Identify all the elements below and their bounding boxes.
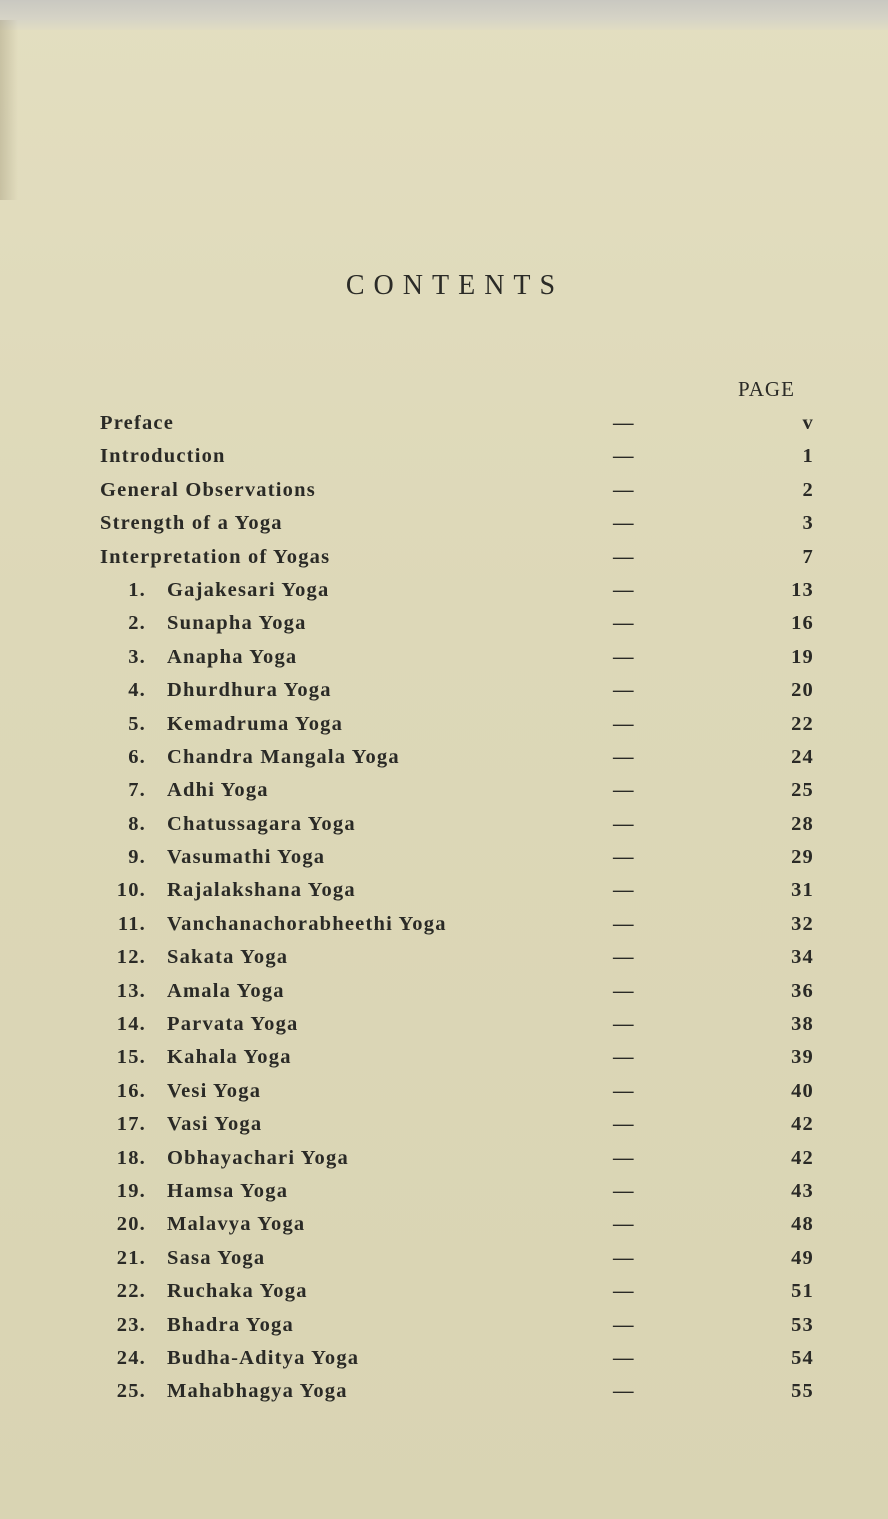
toc-entry-number: 4. [128, 679, 146, 702]
toc-entry-page: 40 [791, 1079, 814, 1102]
toc-entry [0, 713, 888, 746]
toc-entry-label: Parvata Yoga [167, 1013, 299, 1036]
toc-entry-dash: — [613, 812, 635, 835]
toc-entry-dash: — [613, 445, 635, 468]
toc-entry-number: 7. [128, 779, 146, 802]
toc-entry-page: 42 [791, 1146, 814, 1169]
toc-entry-page: 55 [791, 1380, 814, 1403]
toc-entry-label: Chandra Mangala Yoga [167, 745, 400, 768]
page-column-header: PAGE [738, 377, 795, 401]
toc-entry-page: 22 [791, 712, 814, 735]
toc-entry-number: 3. [128, 645, 146, 668]
toc-entry-dash: — [613, 1280, 635, 1303]
toc-entry-page: 34 [791, 946, 814, 969]
toc-entry-number: 24. [116, 1346, 146, 1369]
toc-entry-label: Budha-Aditya Yoga [167, 1346, 360, 1369]
toc-entry-dash: — [613, 1179, 635, 1202]
toc-entry-dash: — [613, 545, 635, 568]
toc-entry [0, 479, 888, 512]
toc-entry-page: 36 [791, 979, 814, 1002]
toc-entry-label: Preface [100, 412, 175, 434]
toc-entry [0, 779, 888, 812]
toc-entry-label: Adhi Yoga [167, 779, 269, 802]
toc-entry-dash: — [613, 578, 635, 601]
toc-entry-dash: — [613, 1013, 635, 1036]
toc-entry-dash: — [613, 1313, 635, 1336]
toc-entry-dash: — [613, 1213, 635, 1236]
toc-entry-label: Strength of a Yoga [100, 512, 283, 535]
toc-entry-label: Bhadra Yoga [167, 1313, 294, 1336]
toc-entry-page: 39 [791, 1046, 814, 1069]
toc-entry-dash: — [613, 679, 635, 702]
toc-entry [0, 746, 888, 779]
toc-entry-dash: — [613, 712, 635, 735]
toc-entry-dash: — [613, 1079, 635, 1102]
toc-entry [0, 846, 888, 879]
toc-entry-dash: — [613, 946, 635, 969]
toc-entry-number: 14. [116, 1013, 146, 1036]
toc-entry [0, 980, 888, 1013]
toc-entry [0, 913, 888, 946]
toc-entry-number: 21. [116, 1246, 146, 1269]
toc-entry-page: 49 [791, 1246, 814, 1269]
toc-entry-page: 54 [791, 1346, 814, 1369]
toc-entry-label: Sunapha Yoga [167, 612, 307, 635]
toc-entry-label: Sakata Yoga [167, 946, 289, 969]
toc-entry-number: 8. [128, 812, 146, 835]
toc-entry-number: 6. [128, 745, 146, 768]
toc-entry-label: Introduction [100, 445, 226, 468]
toc-entry-dash: — [613, 1113, 635, 1136]
page-shadow [0, 20, 18, 200]
toc-entry-page: 2 [802, 478, 814, 501]
toc-entry-label: Malavya Yoga [167, 1213, 306, 1236]
toc-entry-label: Mahabhagya Yoga [167, 1380, 348, 1403]
toc-entry-page: 25 [791, 779, 814, 802]
toc-entry-label: Hamsa Yoga [167, 1179, 289, 1202]
toc-entry-dash: — [613, 1146, 635, 1169]
toc-entry [0, 646, 888, 679]
toc-entry-page: 31 [791, 879, 814, 902]
toc-entry [0, 1013, 888, 1046]
toc-entry [0, 546, 888, 579]
toc-entry-number: 11. [117, 912, 146, 935]
contents-title: CONTENTS [345, 270, 565, 301]
toc-entry-page: 19 [791, 645, 814, 668]
toc-entry-number: 10. [116, 879, 146, 902]
toc-entry-label: Dhurdhura Yoga [167, 679, 332, 702]
toc-entry [0, 1380, 888, 1413]
toc-entry-page: 51 [791, 1280, 814, 1303]
toc-entry-page: 43 [791, 1179, 814, 1202]
toc-entry-number: 23. [116, 1313, 146, 1336]
toc-entry-number: 18. [116, 1146, 146, 1169]
toc-entry-label: Vanchanachorabheethi Yoga [167, 912, 447, 935]
toc-entry [0, 1147, 888, 1180]
toc-entry-label: Kahala Yoga [167, 1046, 292, 1069]
toc-entry [0, 1247, 888, 1280]
toc-entry-label: Anapha Yoga [167, 645, 298, 668]
toc-entry [0, 1046, 888, 1079]
toc-entry [0, 445, 888, 478]
toc-entry-page: 20 [791, 679, 814, 702]
toc-entry-label: Interpretation of Yogas [100, 545, 331, 568]
toc-entry-page: 16 [791, 612, 814, 635]
toc-entry-dash: — [613, 512, 635, 535]
toc-entry-dash: — [613, 912, 635, 935]
toc-entry-page: 48 [791, 1213, 814, 1236]
toc-entry [0, 512, 888, 545]
toc-entry [0, 879, 888, 912]
toc-entry [0, 579, 888, 612]
toc-entry [0, 1280, 888, 1313]
toc-entry-dash: — [613, 612, 635, 635]
toc-entry-number: 16. [116, 1079, 146, 1102]
toc-entry-label: Amala Yoga [167, 979, 285, 1002]
toc-entry-label: Vasi Yoga [167, 1113, 263, 1136]
toc-entry [0, 1314, 888, 1347]
toc-entry-page: 13 [791, 578, 814, 601]
toc-entry-label: Sasa Yoga [167, 1246, 266, 1269]
toc-entry-number: 12. [116, 946, 146, 969]
toc-entry-number: 22. [116, 1280, 146, 1303]
toc-entry [0, 813, 888, 846]
toc-entry-label: Vesi Yoga [167, 1079, 262, 1102]
toc-entry-dash: — [613, 1346, 635, 1369]
toc-entry-page: 38 [791, 1013, 814, 1036]
toc-entry-page: v [802, 412, 814, 434]
toc-entry-page: 3 [802, 512, 814, 535]
toc-entry-number: 19. [116, 1179, 146, 1202]
toc-entry-number: 17. [116, 1113, 146, 1136]
toc-entry-dash: — [613, 1246, 635, 1269]
toc-entry [0, 412, 888, 445]
toc-entry [0, 1180, 888, 1213]
toc-entry [0, 1347, 888, 1380]
toc-entry-page: 32 [791, 912, 814, 935]
toc-entry-page: 53 [791, 1313, 814, 1336]
toc-entry-dash: — [613, 779, 635, 802]
toc-entry-number: 5. [128, 712, 146, 735]
toc-entry [0, 1080, 888, 1113]
toc-entry-label: Vasumathi Yoga [167, 846, 326, 869]
toc-entry-number: 2. [128, 612, 146, 635]
toc-entry-label: Kemadruma Yoga [167, 712, 344, 735]
toc-entry-page: 24 [791, 745, 814, 768]
toc-entry-page: 42 [791, 1113, 814, 1136]
toc-entry-label: Gajakesari Yoga [167, 578, 330, 601]
toc-entry-dash: — [613, 745, 635, 768]
toc-entry-number: 9. [128, 846, 146, 869]
toc-entry-dash: — [613, 979, 635, 1002]
toc-entry-dash: — [613, 879, 635, 902]
toc-entry-page: 29 [791, 846, 814, 869]
toc-entry [0, 679, 888, 712]
toc-entry [0, 946, 888, 979]
toc-entry-number: 15. [116, 1046, 146, 1069]
toc-entry-label: Chatussagara Yoga [167, 812, 356, 835]
toc-entry-dash: — [613, 412, 635, 434]
toc-entry-label: General Observations [100, 478, 316, 501]
toc-entry-label: Obhayachari Yoga [167, 1146, 349, 1169]
toc-entry-dash: — [613, 1380, 635, 1403]
page-top-edge [0, 0, 888, 30]
toc-entry-page: 28 [791, 812, 814, 835]
toc-entry [0, 1113, 888, 1146]
toc-entry [0, 612, 888, 645]
toc-entry-dash: — [613, 846, 635, 869]
toc-entry-label: Rajalakshana Yoga [167, 879, 356, 902]
toc-entry-number: 13. [116, 979, 146, 1002]
toc-entry-page: 7 [802, 545, 814, 568]
toc-entry-dash: — [613, 645, 635, 668]
toc-entry-page: 1 [802, 445, 814, 468]
toc-entry-number: 25. [116, 1380, 146, 1403]
toc-entry-number: 20. [116, 1213, 146, 1236]
table-of-contents [0, 412, 888, 1414]
toc-entry-number: 1. [128, 578, 146, 601]
toc-entry-dash: — [613, 478, 635, 501]
toc-entry-label: Ruchaka Yoga [167, 1280, 308, 1303]
toc-entry-dash: — [613, 1046, 635, 1069]
toc-entry [0, 1213, 888, 1246]
